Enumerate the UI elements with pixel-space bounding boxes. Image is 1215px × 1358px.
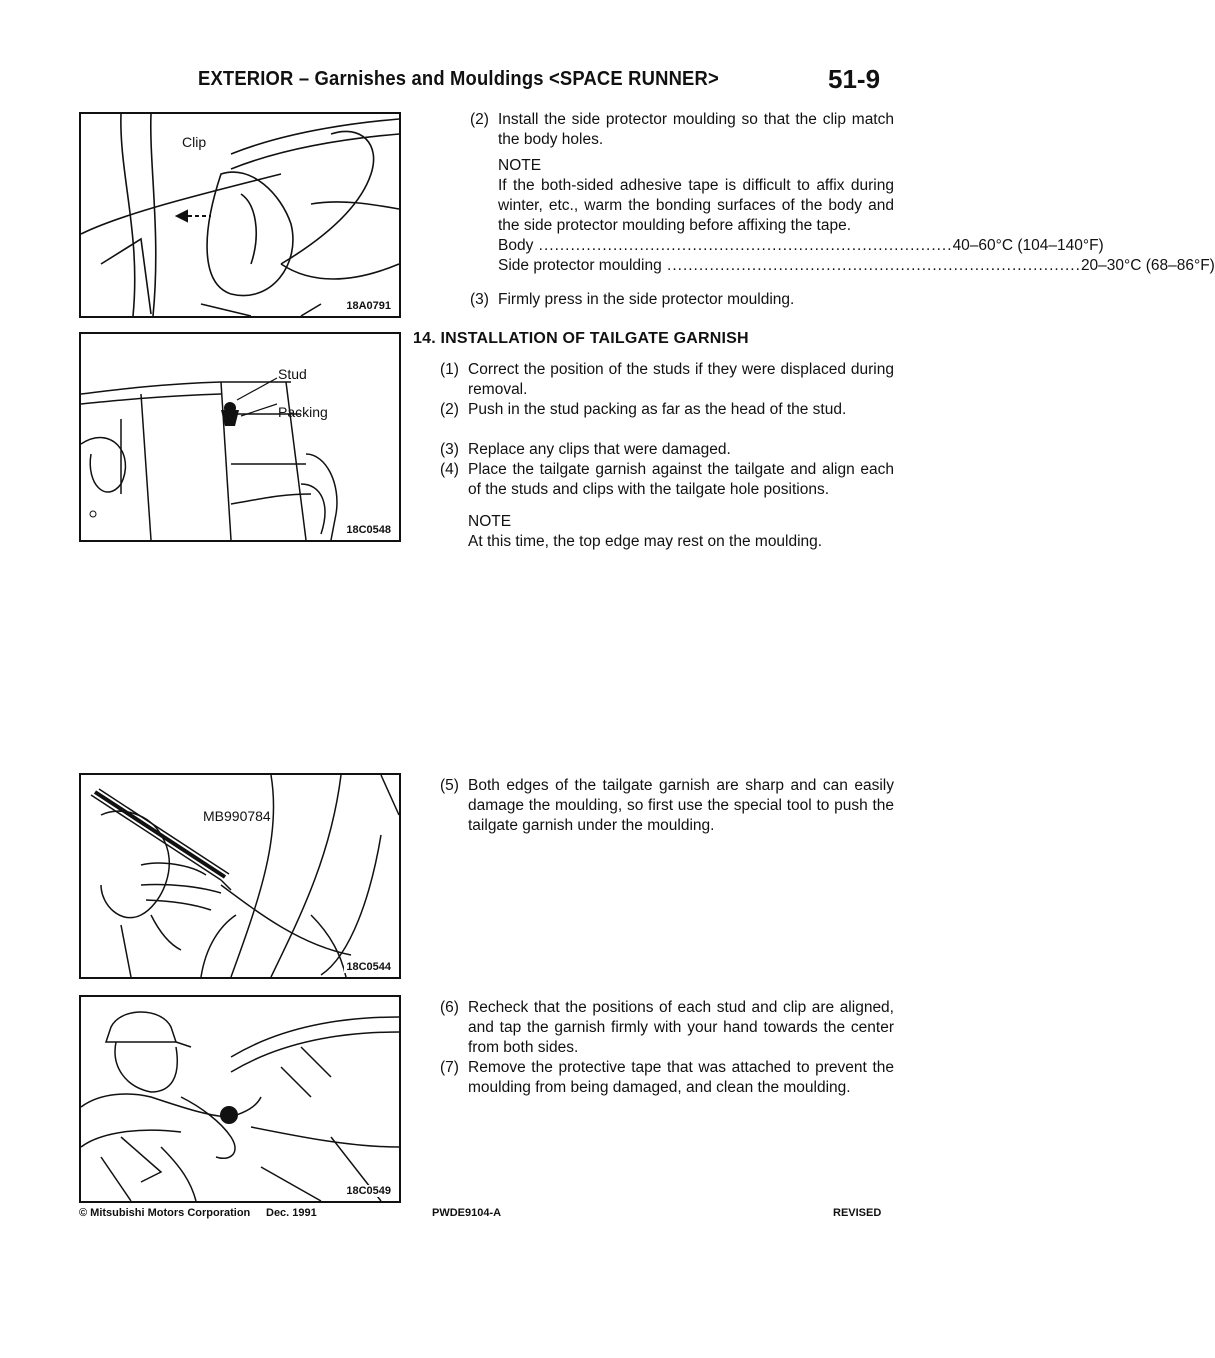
step-number: (3) — [440, 441, 459, 458]
spec-row-body — [498, 236, 1104, 256]
spec-label: Side protector moulding — [498, 257, 662, 274]
step-text: Push in the stud packing as far as the head of the stud. — [468, 401, 847, 418]
section-heading: 14. INSTALLATION OF TAILGATE GARNISH — [413, 330, 749, 347]
step-text: Correct the position of the studs if they were displaced during removal. — [468, 361, 894, 398]
callout-special-tool: MB990784 — [203, 808, 271, 824]
step-text: Place the tailgate garnish against the tailgate and align each of the studs and clips with the tailgate hole positions. — [468, 461, 894, 498]
step-14-2 — [440, 400, 894, 420]
page-number: 51-9 — [828, 64, 881, 94]
footer-doc-code: PWDE9104-A — [432, 1207, 502, 1219]
figure-code: 18C0544 — [346, 961, 391, 973]
page-header-title: EXTERIOR – Garnishes and Mouldings <SPACE RUNNER> — [198, 68, 719, 90]
step-number: (1) — [440, 361, 459, 378]
spec-value: 40–60°C (104–140°F) — [952, 237, 1104, 254]
footer-copyright: © Mitsubishi Motors Corporation — [79, 1207, 251, 1219]
spec-value: 20–30°C (68–86°F) — [1080, 257, 1215, 274]
figure-code: 18C0549 — [346, 1185, 391, 1197]
figure-side-protector-clip — [79, 112, 401, 318]
step-number: (7) — [440, 1059, 459, 1076]
step-number: (2) — [440, 401, 459, 418]
callout-clip: Clip — [182, 134, 207, 150]
step-text: Remove the protective tape that was attached to prevent the moulding from being damaged, and clean the moulding. — [468, 1059, 894, 1096]
figure-code: 18C0548 — [346, 524, 391, 536]
note-label: NOTE — [468, 513, 512, 530]
spec-leader-dots: .............................................................................. — [661, 257, 1081, 274]
step-text: Replace any clips that were damaged. — [468, 441, 731, 458]
step-2-install-side-protector — [470, 110, 1215, 276]
step-3-press-moulding — [470, 290, 894, 310]
step-text: Both edges of the tailgate garnish are sharp and can easily damage the moulding, so first use the special tool to push the tailgate garnish under the moulding. — [468, 777, 894, 834]
note-text: If the both-sided adhesive tape is difficult to affix during winter, etc., warm the bonding surfaces of the body and the side protector moulding before affixing the tape. — [498, 177, 894, 234]
illustration-worker-tapping-garnish — [81, 997, 399, 1201]
callout-packing: Packing — [278, 404, 328, 420]
step-14-5 — [440, 776, 894, 836]
callout-stud: Stud — [278, 366, 307, 382]
illustration-tailgate-studs — [81, 334, 399, 540]
spec-row-side-protector — [498, 256, 1215, 276]
step-number: (4) — [440, 461, 459, 478]
illustration-hand-pressing-moulding — [81, 114, 399, 316]
step-number: (5) — [440, 777, 459, 794]
step-number: (2) — [470, 111, 489, 128]
step-14-1 — [440, 360, 894, 400]
step-14-6 — [440, 998, 894, 1058]
spec-label: Body — [498, 237, 534, 254]
note-text: At this time, the top edge may rest on the moulding. — [468, 533, 823, 550]
step-text: Recheck that the positions of each stud and clip are aligned, and tap the garnish firmly with your hand towards the center from both sides. — [468, 999, 894, 1056]
note-label: NOTE — [498, 157, 542, 174]
figure-code: 18A0791 — [346, 300, 391, 312]
step-number: (3) — [470, 291, 489, 308]
step-14-4 — [440, 460, 894, 500]
footer-date: Dec. 1991 — [266, 1207, 317, 1219]
figure-special-tool-garnish — [79, 773, 401, 979]
spec-leader-dots: .............................................................................. — [533, 237, 953, 254]
footer-status: REVISED — [833, 1207, 882, 1219]
section-14-note — [468, 512, 894, 552]
figure-tap-garnish — [79, 995, 401, 1203]
step-text: Install the side protector moulding so that the clip match the body holes. — [498, 111, 894, 148]
step-14-3 — [440, 440, 894, 460]
step-text: Firmly press in the side protector moulding. — [498, 291, 795, 308]
figure-stud-packing — [79, 332, 401, 542]
step-14-7 — [440, 1058, 894, 1098]
illustration-special-tool-use — [81, 775, 399, 977]
step-number: (6) — [440, 999, 459, 1016]
